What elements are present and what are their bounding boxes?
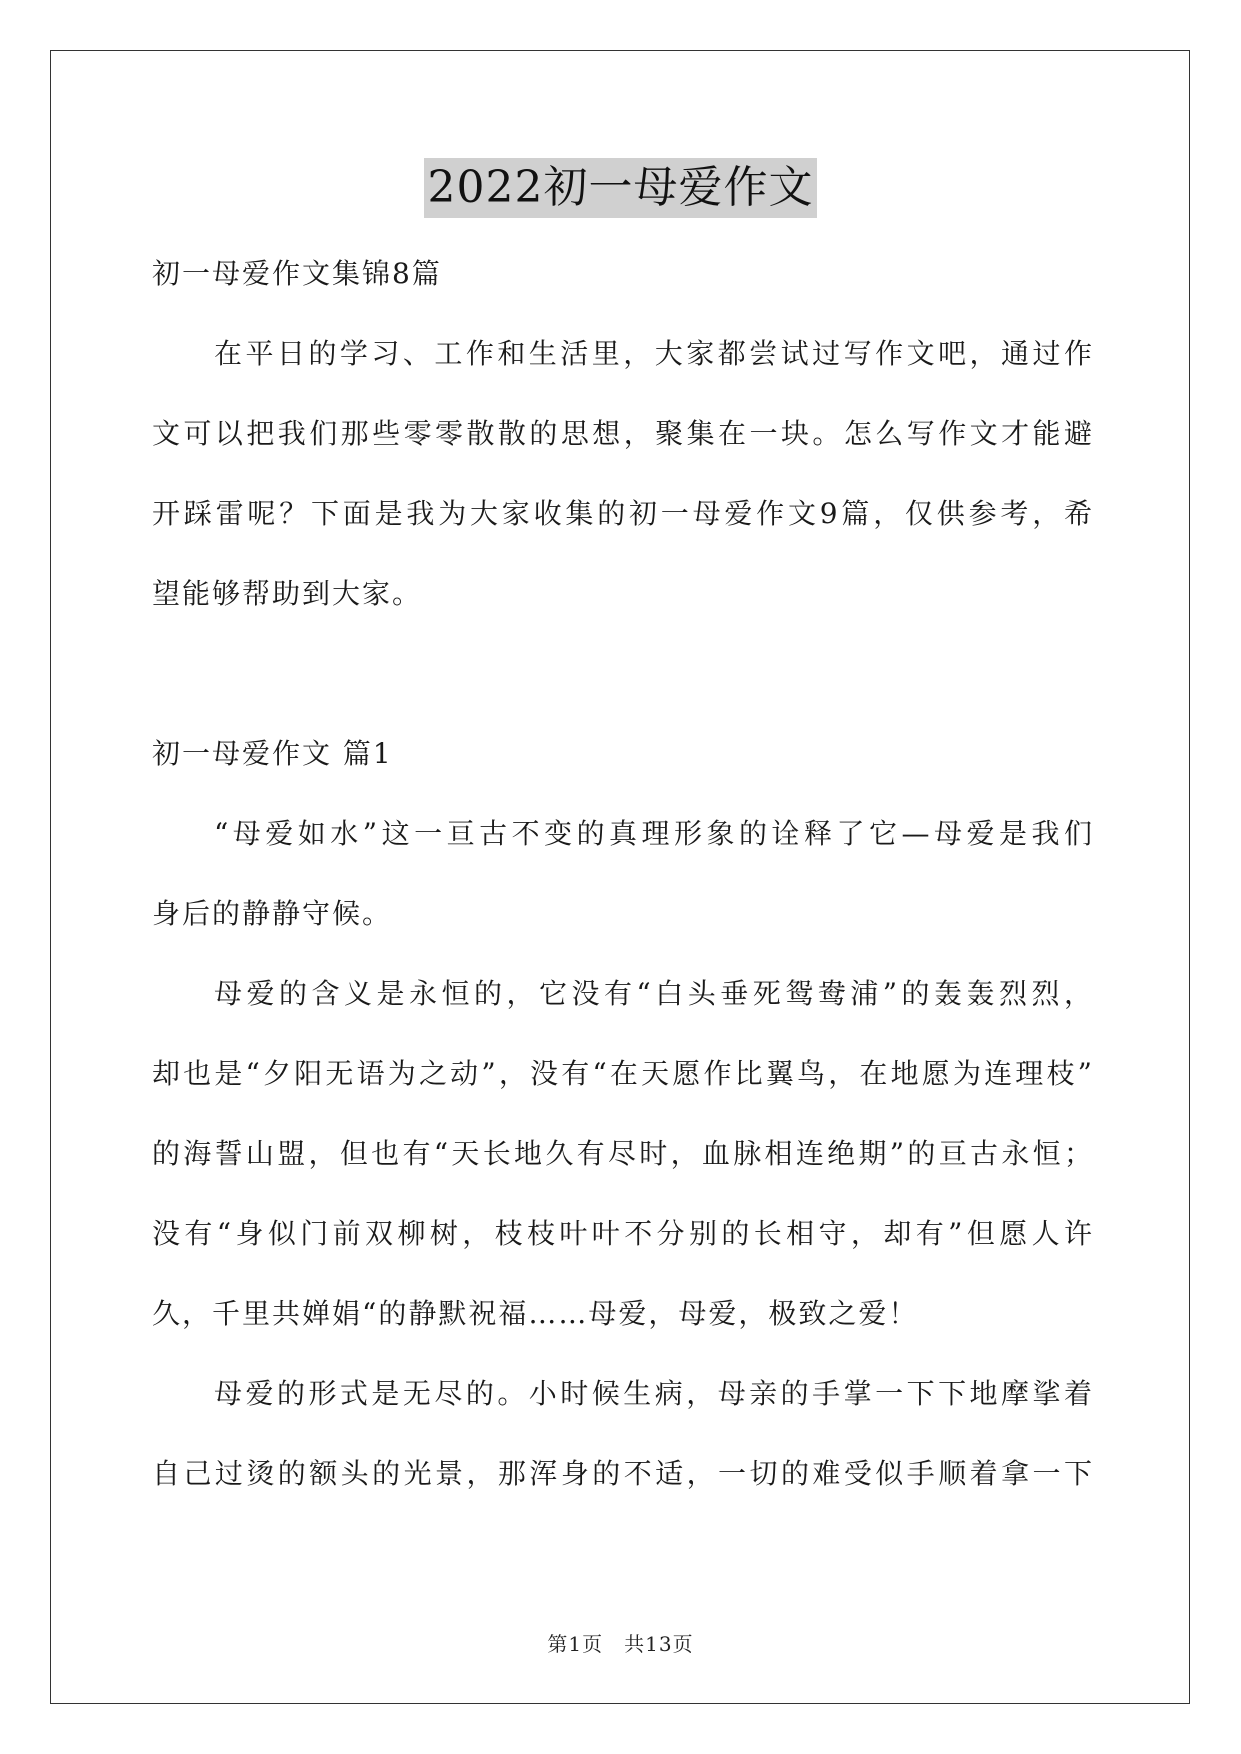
document-body xyxy=(152,234,1092,1514)
title-container xyxy=(0,158,1241,218)
paragraph-line: 身后的静静守候。 xyxy=(152,897,393,930)
paragraph-line: 母爱的含义是永恒的，它没有“白头垂死鸳鸯浦”的轰轰烈烈， xyxy=(214,977,1092,1010)
paragraph-line: 久，千里共婵娟“的静默祝福……母爱，母爱，极致之爱！ xyxy=(152,1297,919,1330)
paragraph-line: 开踩雷呢？下面是我为大家收集的初一母爱作文9篇，仅供参考，希 xyxy=(152,497,1092,530)
subtitle-line: 初一母爱作文集锦8篇 xyxy=(152,257,442,290)
paragraph-line: 自己过烫的额头的光景，那浑身的不适，一切的难受似手顺着拿一下 xyxy=(152,1457,1092,1490)
paragraph-line: 母爱的形式是无尽的。小时候生病，母亲的手掌一下下地摩挲着 xyxy=(214,1377,1092,1410)
paragraph-line: 却也是“夕阳无语为之动”，没有“在天愿作比翼鸟，在地愿为连理枝” xyxy=(152,1057,1092,1090)
paragraph-line: 没有“身似门前双柳树，枝枝叶叶不分别的长相守，却有”但愿人许 xyxy=(152,1217,1092,1250)
blank-gap xyxy=(152,634,1092,714)
paragraph-line: “母爱如水”这一亘古不变的真理形象的诠释了它—母爱是我们 xyxy=(214,817,1092,850)
section-heading: 初一母爱作文 篇1 xyxy=(152,737,393,770)
page-footer: 第1页 共13页 xyxy=(547,1632,694,1656)
paragraph-line: 的海誓山盟，但也有“天长地久有尽时，血脉相连绝期”的亘古永恒； xyxy=(152,1137,1092,1170)
paragraph-line: 在平日的学习、工作和生活里，大家都尝试过写作文吧，通过作 xyxy=(214,337,1092,370)
paragraph-line: 望能够帮助到大家。 xyxy=(152,577,423,610)
paragraph-line: 文可以把我们那些零零散散的思想，聚集在一块。怎么写作文才能避 xyxy=(152,417,1092,450)
document-title: 2022初一母爱作文 xyxy=(424,158,818,218)
